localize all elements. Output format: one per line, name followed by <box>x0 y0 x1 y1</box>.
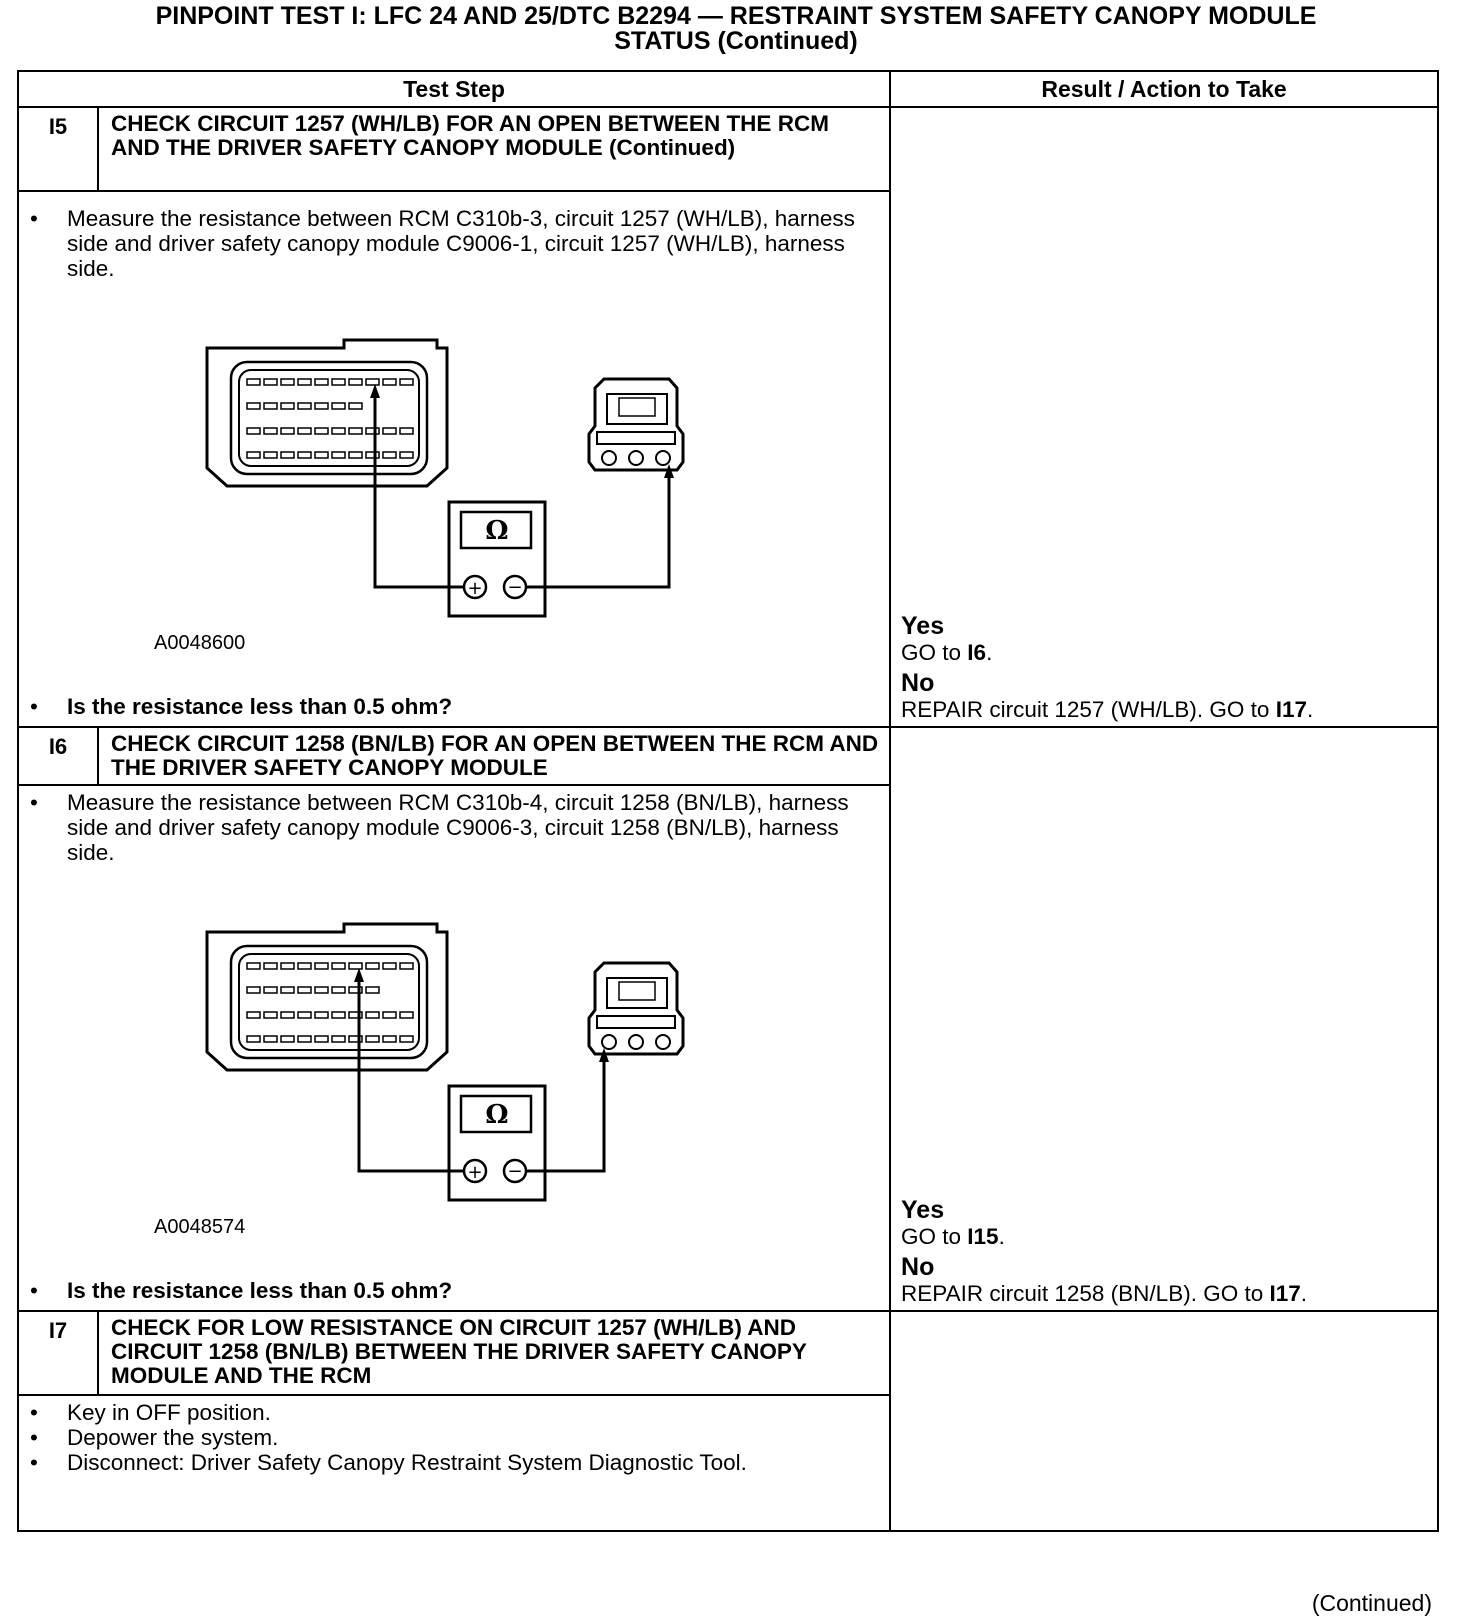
step-body-i6 <box>18 785 890 1311</box>
result-block-i5 <box>901 612 1313 722</box>
step-id-i7: I7 <box>18 1311 98 1395</box>
bullet-item: • Depower the system. <box>19 1425 889 1450</box>
bullet-item: • Measure the resistance between RCM C310b-4, circuit 1258 (BN/LB), harness side and driver safety canopy module C9006-3, circuit 1258 (BN/LB), harness side. <box>19 790 889 865</box>
no-label: No <box>901 669 935 697</box>
no-action: REPAIR circuit 1258 (BN/LB). GO to I17. <box>901 1281 1308 1306</box>
bullet-list <box>19 1400 889 1475</box>
yes-label: Yes <box>901 1196 945 1224</box>
wiring-diagram-a0048574 <box>199 920 699 1205</box>
bullet-item: • Measure the resistance between RCM C310b-3, circuit 1257 (WH/LB), harness side and driver safety canopy module C9006-1, circuit 1257 (WH/LB), harness side. <box>19 206 889 281</box>
bullet-item: • Key in OFF position. <box>19 1400 889 1425</box>
pinpoint-test-table <box>17 70 1439 1532</box>
ohm-symbol: Ω <box>485 516 509 546</box>
result-cell-i6 <box>890 727 1438 1311</box>
test-step-header: Test Step <box>18 71 890 107</box>
svg-text:+: + <box>467 578 483 599</box>
page-title <box>0 4 1472 54</box>
bullet-list <box>19 790 889 865</box>
result-header: Result / Action to Take <box>890 71 1438 107</box>
step-id-i6: I6 <box>18 727 98 785</box>
svg-text:+: + <box>467 1162 483 1183</box>
goto-link-i17[interactable]: I17 <box>1269 1281 1301 1306</box>
wiring-diagram-a0048600 <box>199 336 699 621</box>
bullet-item: • Disconnect: Driver Safety Canopy Restraint System Diagnostic Tool. <box>19 1450 889 1475</box>
step-id-i5: I5 <box>18 107 98 191</box>
yes-action: GO to I15. <box>901 1224 1005 1249</box>
figure-code: A0048574 <box>154 1216 246 1238</box>
goto-link-i17[interactable]: I17 <box>1275 697 1307 722</box>
yes-label: Yes <box>901 612 945 640</box>
goto-link-i15[interactable]: I15 <box>967 1224 999 1249</box>
goto-link-i6[interactable]: I6 <box>967 640 987 665</box>
title-line-1: PINPOINT TEST I: LFC 24 AND 25/DTC B2294 — RESTRAINT SYSTEM SAFETY CANOPY MODULE <box>155 2 1317 30</box>
yes-action: GO to I6. <box>901 640 993 665</box>
no-label: No <box>901 1253 935 1281</box>
step-question: • Is the resistance less than 0.5 ohm? <box>19 694 452 720</box>
bullet-list <box>19 206 889 281</box>
figure-code: A0048600 <box>154 632 246 654</box>
step-body-i5 <box>18 191 890 727</box>
result-cell-i5 <box>890 107 1438 727</box>
step-title-i7: CHECK FOR LOW RESISTANCE ON CIRCUIT 1257 (WH/LB) AND CIRCUIT 1258 (BN/LB) BETWEEN THE DRIVER SAFETY CANOPY MODULE AND THE RCM <box>98 1311 890 1395</box>
title-line-2: STATUS (Continued) <box>614 27 858 55</box>
result-block-i6 <box>901 1196 1307 1306</box>
step-title-i5: CHECK CIRCUIT 1257 (WH/LB) FOR AN OPEN BETWEEN THE RCM AND THE DRIVER SAFETY CANOPY MODULE (Continued) <box>98 107 890 191</box>
ohm-symbol: Ω <box>485 1100 509 1130</box>
step-title-i6: CHECK CIRCUIT 1258 (BN/LB) FOR AN OPEN BETWEEN THE RCM AND THE DRIVER SAFETY CANOPY MODULE <box>98 727 890 785</box>
result-cell-i7 <box>890 1311 1438 1531</box>
no-action: REPAIR circuit 1257 (WH/LB). GO to I17. <box>901 697 1314 722</box>
svg-text:−: − <box>507 1161 523 1182</box>
step-question: • Is the resistance less than 0.5 ohm? <box>19 1278 452 1304</box>
step-body-i7 <box>18 1395 890 1531</box>
continued-footer: (Continued) <box>1311 1590 1432 1616</box>
svg-text:−: − <box>507 577 523 598</box>
